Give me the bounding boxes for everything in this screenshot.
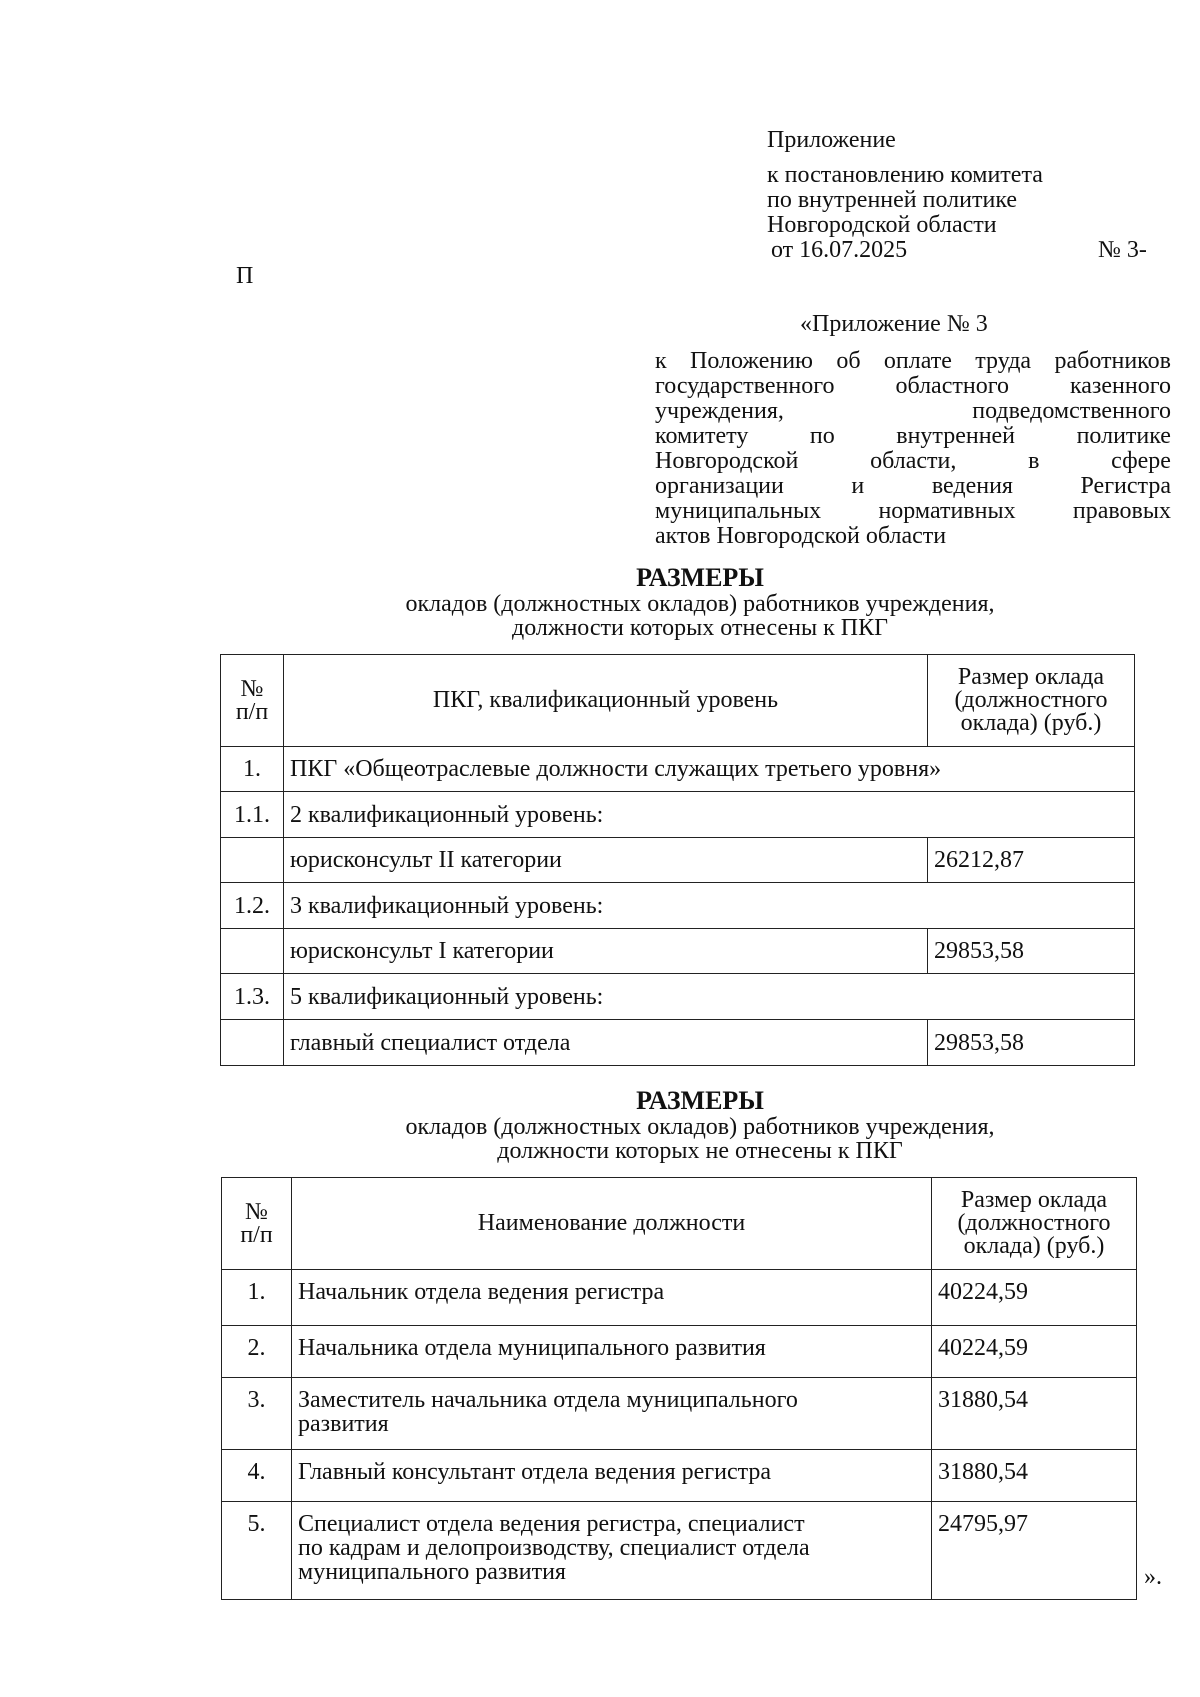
attachment-word: Новгородской <box>655 448 799 474</box>
attachment-word: оплате <box>883 348 952 374</box>
header-salary-line-3: оклада) (руб.) <box>960 709 1102 736</box>
attachment-word: по <box>809 423 835 449</box>
attachment-word: подведомственного <box>972 398 1171 424</box>
row-name-cell <box>292 1326 932 1378</box>
attachment-word: сфере <box>1111 448 1171 474</box>
table-row <box>222 1450 1137 1502</box>
group-num-cell: 1. <box>221 747 284 792</box>
header-num-line-2: п/п <box>240 1221 273 1248</box>
header-name-cell <box>284 655 928 747</box>
appendix-number: № 3- <box>1098 237 1147 263</box>
position-salary-cell: 29853,58 <box>928 929 1135 974</box>
attachment-word: организации <box>655 473 784 499</box>
row-num-cell: 5. <box>222 1502 292 1600</box>
attachment-word: политике <box>1076 423 1171 449</box>
row-salary-cell: 31880,54 <box>932 1450 1137 1502</box>
header-salary-line-1: Размер оклада <box>960 1187 1108 1214</box>
header-salary-line-3: оклада) (руб.) <box>963 1232 1105 1259</box>
row-name-cell <box>292 1502 932 1600</box>
attachment-line <box>655 399 1171 423</box>
attachment-word: муниципальных <box>655 498 822 524</box>
row-num-cell: 3. <box>222 1378 292 1450</box>
header-salary-cell <box>932 1178 1137 1270</box>
section1-title: РАЗМЕРЫ <box>636 563 764 592</box>
attachment-word: комитету <box>655 423 749 449</box>
position-row-1 <box>221 838 1135 883</box>
header-name-label: ПКГ, квалификационный уровень <box>432 687 779 714</box>
position-salary-cell: 26212,87 <box>928 838 1135 883</box>
row-name-line: муниципального развития <box>298 1559 566 1585</box>
row-salary-cell: 40224,59 <box>932 1270 1137 1326</box>
header-salary-line-1: Размер оклада <box>957 664 1105 691</box>
group-row <box>221 747 1135 792</box>
attachment-word: Новгородской <box>716 523 860 549</box>
table-non-pkg-salaries <box>221 1177 1137 1600</box>
group-title-cell: ПКГ «Общеотраслевые должности служащих третьего уровня» <box>284 747 1135 792</box>
row-name-line: Специалист отдела ведения регистра, специалист <box>298 1511 805 1537</box>
row-num-cell: 1. <box>222 1270 292 1326</box>
empty-num-cell <box>221 1020 284 1066</box>
appendix-line-3: Новгородской области <box>767 212 997 238</box>
table-row <box>222 1270 1137 1326</box>
position-name-cell: юрисконсульт I категории <box>284 929 928 974</box>
attachment-line <box>655 349 1171 373</box>
row-name-line: по кадрам и делопроизводству, специалист отдела <box>298 1535 810 1561</box>
row-name-line: Начальник отдела ведения регистра <box>298 1279 665 1305</box>
attachment-word: работников <box>1054 348 1171 374</box>
position-row-3 <box>221 1020 1135 1066</box>
row-salary-cell: 31880,54 <box>932 1378 1137 1450</box>
attachment-word: нормативных <box>878 498 1016 524</box>
row-name-cell <box>292 1378 932 1450</box>
position-salary-cell: 29853,58 <box>928 1020 1135 1066</box>
row-num-cell: 2. <box>222 1326 292 1378</box>
attachment-line <box>655 474 1171 498</box>
attachment-line <box>655 524 1171 548</box>
header-num-line-1: № <box>240 675 264 702</box>
appendix-date: от 16.07.2025 <box>771 237 908 263</box>
table-header-row <box>221 655 1135 747</box>
level-row-3 <box>221 974 1135 1020</box>
level-row-1 <box>221 792 1135 838</box>
header-salary-line-2: (должностного <box>957 1210 1111 1237</box>
attachment-word: Регистра <box>1080 473 1171 499</box>
table-row <box>222 1378 1137 1450</box>
level-title-cell: 3 квалификационный уровень: <box>284 883 1135 929</box>
attachment-word: правовых <box>1072 498 1171 524</box>
appendix-line-2: по внутренней политике <box>767 187 1018 213</box>
table-row <box>222 1502 1137 1600</box>
section1-subtitle-2: должности которых отнесены к ПКГ <box>511 615 888 641</box>
attachment-word: области, <box>870 448 957 474</box>
attachment-line <box>655 424 1171 448</box>
attachment-word: к <box>655 348 667 374</box>
attachment-word: и <box>851 473 865 499</box>
attachment-title: «Приложение № 3 <box>800 311 988 337</box>
section2-subtitle-1: окладов (должностных окладов) работников учреждения, <box>405 1114 995 1140</box>
row-name-line: развития <box>298 1411 389 1437</box>
level-num-cell: 1.1. <box>221 792 284 838</box>
row-num-cell: 4. <box>222 1450 292 1502</box>
level-title-cell: 2 квалификационный уровень: <box>284 792 1135 838</box>
header-salary-line-2: (должностного <box>954 687 1108 714</box>
attachment-word: государственного <box>655 373 835 399</box>
header-name-cell <box>292 1178 932 1270</box>
attachment-line <box>655 449 1171 473</box>
level-num-cell: 1.2. <box>221 883 284 929</box>
empty-num-cell <box>221 838 284 883</box>
level-row-2 <box>221 883 1135 929</box>
row-name-cell <box>292 1450 932 1502</box>
level-num-cell: 1.3. <box>221 974 284 1020</box>
attachment-line <box>655 374 1171 398</box>
row-name-line: Заместитель начальника отдела муниципального <box>298 1387 798 1413</box>
header-num-cell <box>222 1178 292 1270</box>
appendix-title: Приложение <box>767 127 896 153</box>
section2-subtitle-2: должности которых не отнесены к ПКГ <box>497 1138 903 1164</box>
stray-letter: П <box>236 263 254 289</box>
attachment-word: внутренней <box>896 423 1016 449</box>
attachment-word: области <box>865 523 947 549</box>
header-num-line-1: № <box>245 1198 268 1225</box>
closing-quote-mark: ». <box>1144 1564 1162 1590</box>
attachment-word: актов <box>655 523 711 549</box>
attachment-word: труда <box>975 348 1032 374</box>
empty-num-cell <box>221 929 284 974</box>
position-row-2 <box>221 929 1135 974</box>
attachment-word: учреждения, <box>655 398 784 424</box>
table-header-row <box>222 1178 1137 1270</box>
row-salary-cell: 40224,59 <box>932 1326 1137 1378</box>
attachment-word: ведения <box>931 473 1013 499</box>
attachment-word: областного <box>895 373 1009 399</box>
row-name-line: Главный консультант отдела ведения регистра <box>298 1459 772 1485</box>
position-name-cell: юрисконсульт II категории <box>284 838 928 883</box>
row-name-line: Начальника отдела муниципального развития <box>298 1335 766 1361</box>
attachment-word: казенного <box>1069 373 1171 399</box>
header-name-label: Наименование должности <box>477 1210 746 1237</box>
header-num-cell <box>221 655 284 747</box>
section2-title: РАЗМЕРЫ <box>636 1086 764 1115</box>
header-num-line-2: п/п <box>235 698 269 725</box>
row-salary-cell: 24795,97 <box>932 1502 1137 1600</box>
header-salary-cell <box>928 655 1135 747</box>
table-pkg-salaries <box>220 654 1135 1066</box>
section1-subtitle-1: окладов (должностных окладов) работников учреждения, <box>405 591 995 617</box>
attachment-line <box>655 499 1171 523</box>
level-title-cell: 5 квалификационный уровень: <box>284 974 1135 1020</box>
row-name-cell <box>292 1270 932 1326</box>
attachment-word: об <box>836 348 861 374</box>
position-name-cell: главный специалист отдела <box>284 1020 928 1066</box>
appendix-line-1: к постановлению комитета <box>767 162 1043 188</box>
attachment-word: Положению <box>690 348 813 374</box>
table-row <box>222 1326 1137 1378</box>
attachment-word: в <box>1028 448 1040 474</box>
